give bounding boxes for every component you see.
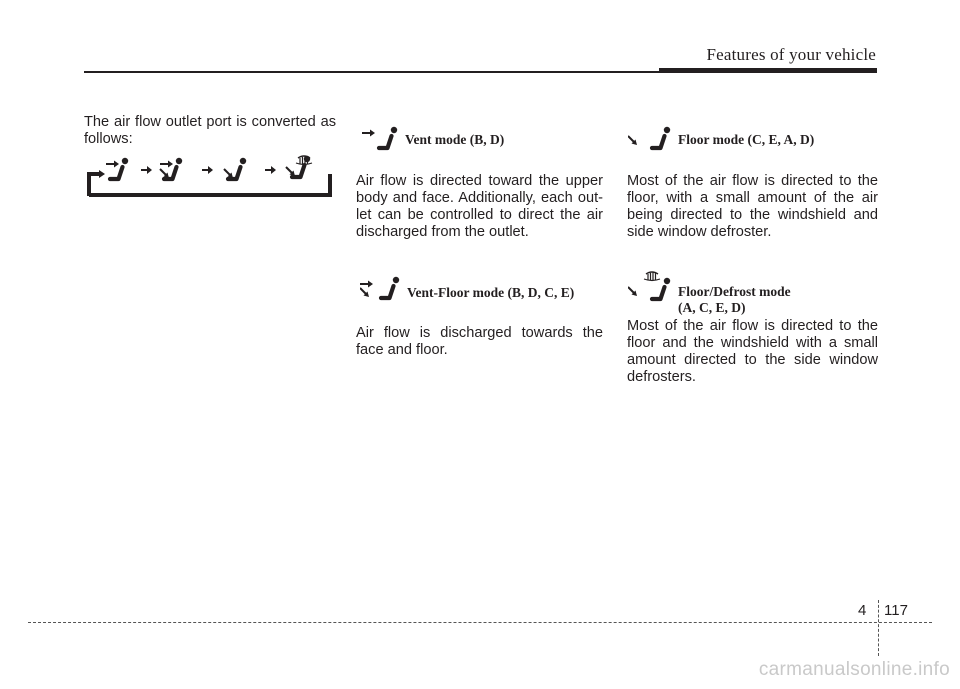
floor-mode-icon — [224, 158, 246, 179]
vent-floor-mode-title: Vent-Floor mode (B, D, C, E) — [407, 285, 575, 300]
vent-floor-mode-icon — [160, 158, 182, 179]
intro-text: The air flow outlet port is converted as follows: — [84, 114, 336, 147]
chapter-number: 4 — [858, 602, 867, 619]
watermark: carmanualsonline.info — [758, 659, 950, 680]
floor-defrost-mode-subtitle: (A, C, E, D) — [678, 300, 746, 315]
section-title: Features of your vehicle — [706, 45, 876, 64]
header-rule — [84, 71, 659, 73]
floor-defrost-mode-icon — [286, 156, 312, 177]
floor-mode-icon — [628, 124, 674, 152]
vent-mode-title: Vent mode (B, D) — [405, 132, 505, 147]
floor-defrost-mode-icon — [628, 271, 676, 303]
vent-mode-icon — [362, 124, 402, 152]
mode-sequence-diagram — [84, 154, 334, 198]
vent-mode-icon — [106, 158, 128, 179]
header-rule-accent — [659, 68, 877, 73]
right-arrow-icon — [202, 166, 213, 174]
floor-defrost-mode-description: Most of the air flow is directed to the floor and the windshield with a small amount directed to the side window defrosters. — [627, 318, 878, 385]
right-arrow-icon — [141, 166, 152, 174]
vent-mode-description: Air flow is directed toward the upper body and face. Additionally, each out-let can be controlled to direct the air discharged from the outlet. — [356, 173, 603, 240]
floor-mode-description: Most of the air flow is directed to the floor, with a small amount of the air being directed to the windshield and side window defroster. — [627, 173, 878, 240]
floor-mode-title: Floor mode (C, E, A, D) — [678, 132, 815, 147]
footer-separator — [878, 600, 879, 656]
floor-defrost-mode-title: Floor/Defrost mode — [678, 284, 791, 299]
footer-rule — [28, 622, 932, 623]
vent-floor-mode-icon — [360, 274, 404, 304]
vent-floor-mode-description: Air flow is discharged towards the face and floor. — [356, 325, 603, 358]
right-arrow-icon — [265, 166, 276, 174]
page-number: 117 — [884, 602, 908, 619]
